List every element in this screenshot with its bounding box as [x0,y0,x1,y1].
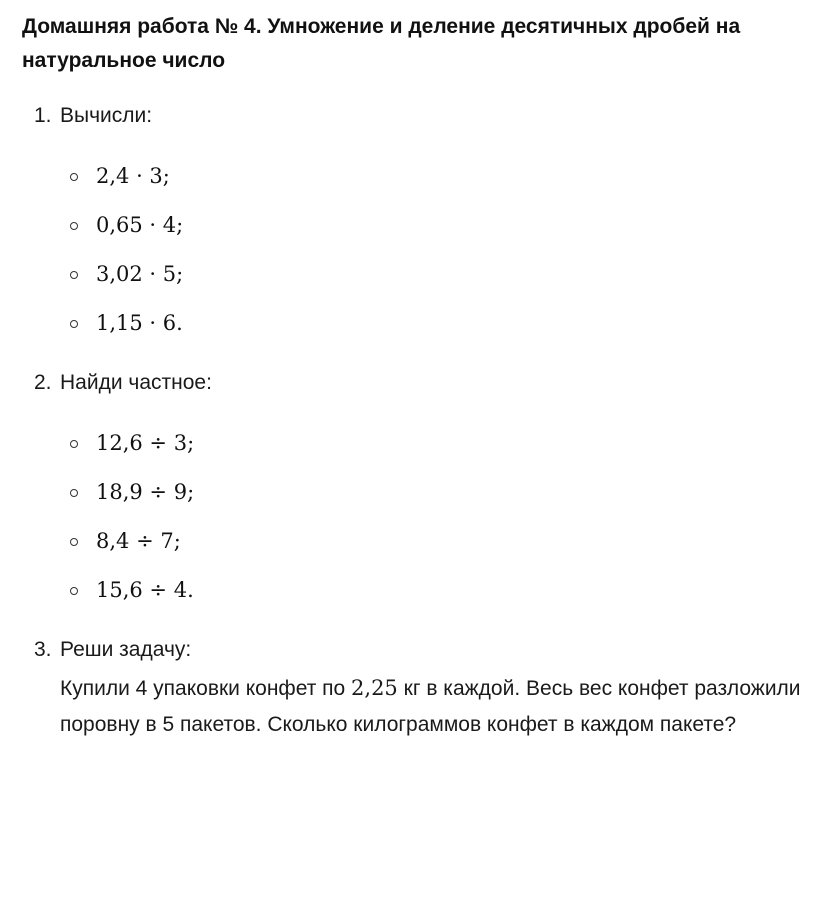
list-item [70,161,170,191]
list-item [70,575,194,605]
list-item [70,308,183,338]
task-heading-text: Найди частное: [60,371,212,394]
list-item [70,259,183,289]
circle-bullet-icon [70,538,78,546]
task-number: 2. [34,371,52,394]
task-heading-text: Реши задачу: [60,638,192,661]
expression: 18,9 ÷ 9; [96,480,195,504]
expression: 3,02 · 5; [96,262,184,286]
circle-bullet-icon [70,587,78,595]
page-title: Домашняя работа № 4. Умножение и деление десятичных дробей на натуральное число [22,15,741,72]
expression: 12,6 ÷ 3; [96,431,195,455]
expression: 1,15 · 6. [96,311,183,335]
expression: 2,4 · 3; [96,164,170,188]
word-problem [60,670,805,743]
expression: 15,6 ÷ 4. [96,578,194,602]
expression: 0,65 · 4; [96,213,184,237]
task-number: 3. [34,638,52,661]
list-item [70,210,183,240]
circle-bullet-icon [70,440,78,448]
circle-bullet-icon [70,173,78,181]
circle-bullet-icon [70,489,78,497]
task-2-heading [34,368,212,398]
list-item [70,526,181,556]
problem-value: 2,25 [351,676,398,700]
task-1-heading [34,101,152,131]
problem-text-start: Купили 4 упаковки конфет по [60,677,352,700]
task-number: 1. [34,104,52,127]
circle-bullet-icon [70,222,78,230]
expression: 8,4 ÷ 7; [96,529,181,553]
task-3-heading [34,635,191,665]
list-item [70,428,194,458]
task-heading-text: Вычисли: [60,104,153,127]
circle-bullet-icon [70,320,78,328]
list-item [70,477,194,507]
problem-text-end: кг в каждой. Весь вес конфет разложили поровну в 5 пакетов. Сколько килограммов конфет в каждом пакете? [60,677,801,736]
circle-bullet-icon [70,271,78,279]
